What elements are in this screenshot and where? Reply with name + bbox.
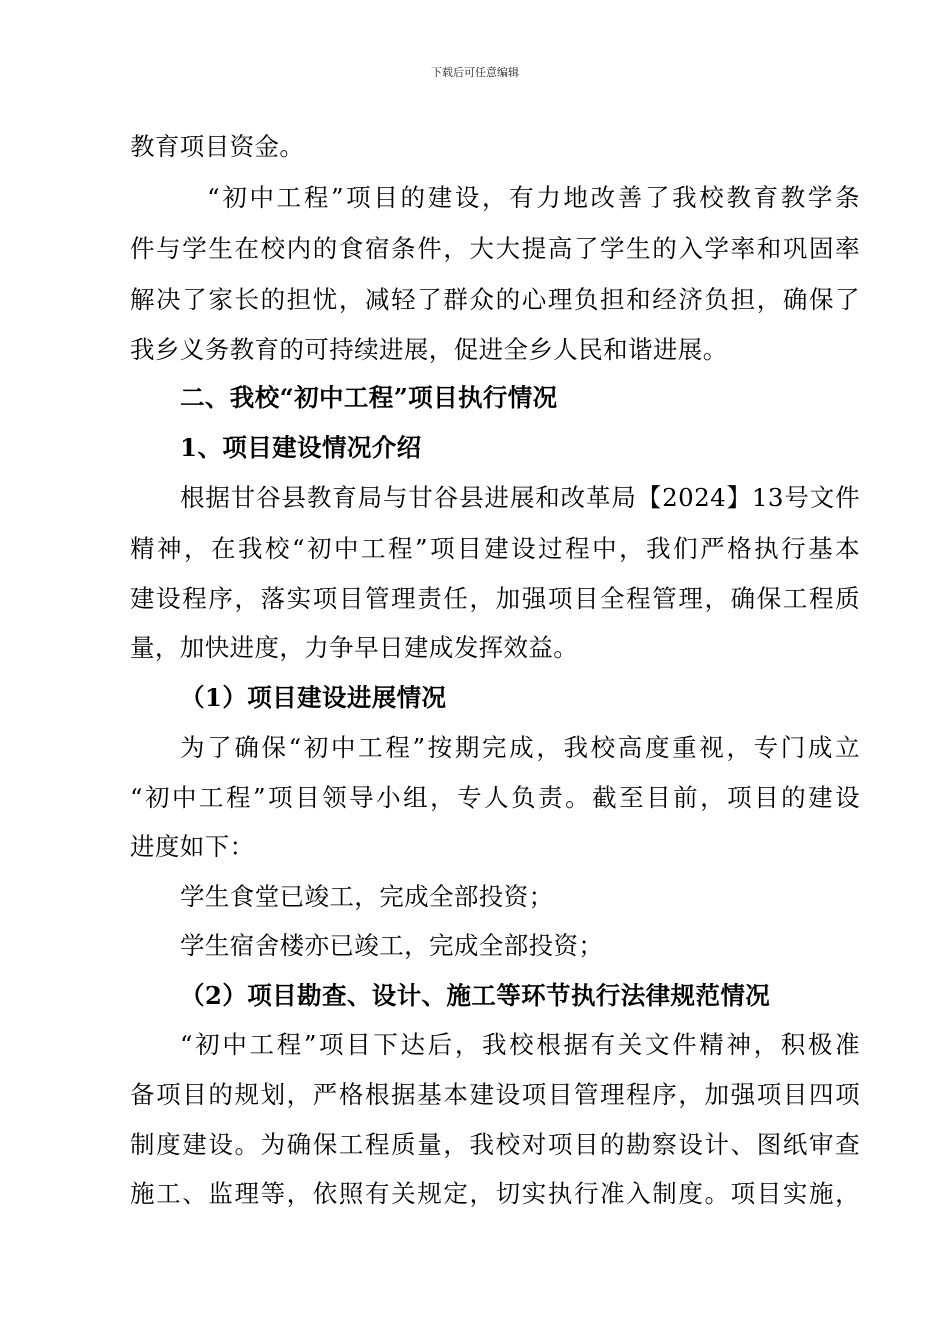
subsection-heading: （2）项目勘查、设计、施工等环节执行法律规范情况: [180, 981, 771, 1010]
body-line: 进度如下：: [130, 832, 255, 861]
subsection-heading: 1、项目建设情况介绍: [180, 433, 422, 462]
body-line: “初中工程”项目的建设，有力地改善了我校教育教学条: [180, 183, 860, 212]
body-line: 学生宿舍楼亦已竣工，完成全部投资；: [180, 931, 604, 960]
body-line: 件与学生在校内的食宿条件，大大提高了学生的入学率和巩固率: [130, 234, 860, 263]
body-line: 为了确保“初中工程”按期完成，我校高度重视，专门成立: [180, 733, 860, 762]
body-line: 解决了家长的担忧，减轻了群众的心理负担和经济负担，确保了: [130, 285, 860, 314]
subsection-heading: （1）项目建设进展情况: [180, 683, 447, 712]
body-line: 精神，在我校“初中工程”项目建设过程中，我们严格执行基本: [130, 534, 860, 563]
body-line: 建设程序，落实项目管理责任，加强项目全程管理，确保工程质: [130, 584, 860, 613]
body-line: “初中工程”项目领导小组，专人负责。截至目前，项目的建设: [130, 783, 860, 812]
body-line: “初中工程”项目下达后，我校根据有关文件精神，积极准: [180, 1030, 860, 1059]
body-line: 教育项目资金。: [130, 132, 305, 161]
body-line: 施工、监理等，依照有关规定，切实执行准入制度。项目实施，: [130, 1179, 860, 1208]
body-line: 根据甘谷县教育局与甘谷县进展和改革局【2024】13号文件: [180, 483, 860, 512]
body-line: 备项目的规划，严格根据基本建设项目管理程序，加强项目四项: [130, 1080, 860, 1109]
page-header: 下载后可任意编辑: [431, 66, 519, 79]
body-line: 学生食堂已竣工，完成全部投资；: [180, 882, 554, 911]
body-line: 我乡义务教育的可持续进展，促进全乡人民和谐进展。: [130, 335, 728, 364]
section-heading: 二、我校“初中工程”项目执行情况: [180, 383, 558, 412]
body-line: 制度建设。为确保工程质量，我校对项目的勘察设计、图纸审查: [130, 1130, 860, 1159]
body-line: 量，加快进度，力争早日建成发挥效益。: [130, 633, 579, 662]
